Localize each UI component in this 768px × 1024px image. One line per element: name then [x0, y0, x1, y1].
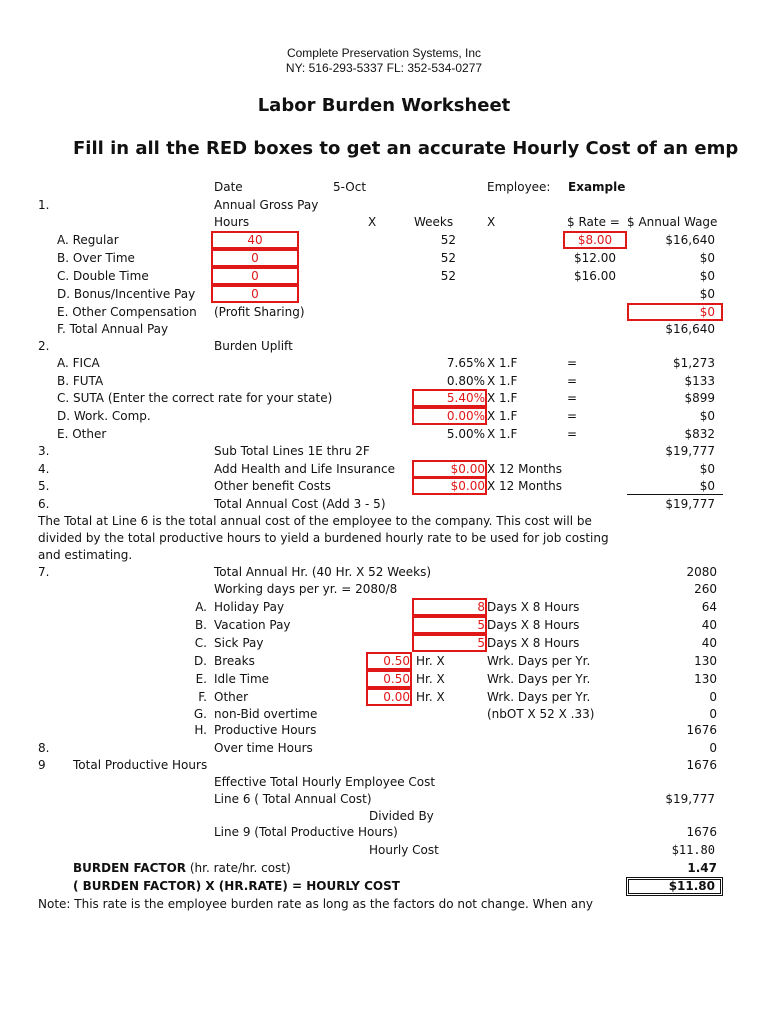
fica-pct: 7.65%	[446, 356, 485, 370]
burden-factor-label	[73, 861, 291, 875]
section-4-label: Add Health and Life Insurance	[214, 462, 395, 476]
burden-row-label: A. FICA	[57, 356, 100, 370]
work-comp-eq: =	[567, 409, 578, 423]
hourly-cost-label: Hourly Cost	[369, 843, 439, 857]
pay-row-label: B. Over Time	[57, 251, 135, 265]
regular-rate-value: $8.00	[577, 233, 613, 247]
col-x2-header: X	[487, 215, 496, 229]
section-3-number: 3.	[38, 444, 50, 458]
date-label: Date	[214, 180, 243, 194]
nonbid-desc: (nbOT X 52 X .33)	[487, 707, 595, 721]
section-4-number: 4.	[38, 462, 50, 476]
other-mult: X 1.F	[487, 427, 518, 441]
employee-label: Employee:	[487, 180, 551, 194]
section-8-number: 8.	[38, 741, 50, 755]
section-7-number: 7.	[38, 565, 50, 579]
sick-days-value: 5	[477, 636, 485, 650]
section-5-number: 5.	[38, 479, 50, 493]
footer-note: Note: This rate is the employee burden rate as long as the factors do not change. When any	[38, 897, 593, 911]
row-letter: C.	[194, 636, 207, 650]
employee-value: Example	[568, 180, 626, 194]
overtime-rate: $12.00	[574, 251, 616, 265]
row-letter: D.	[193, 654, 207, 668]
other-pct: 5.00%	[446, 427, 485, 441]
regular-hours-value: 40	[247, 233, 263, 247]
idle-desc: Wrk. Days per Yr.	[487, 672, 591, 686]
burden-formula: ( BURDEN FACTOR) X (HR.RATE) = HOURLY COST	[73, 879, 400, 893]
col-hours-header: Hours	[214, 215, 250, 229]
other-hours-value-total: 0	[709, 690, 717, 704]
note-line: The Total at Line 6 is the total annual cost of the employee to the company. This cost will be	[38, 514, 592, 528]
suta-eq: =	[567, 391, 578, 405]
regular-weeks: 52	[440, 233, 456, 247]
holiday-desc: Days X 8 Hours	[487, 600, 580, 614]
date-value: 5-Oct	[333, 180, 367, 194]
section-8-value: 0	[709, 741, 717, 755]
other-hours-desc: Wrk. Days per Yr.	[487, 690, 591, 704]
working-days-label: Working days per yr. = 2080/8	[214, 582, 398, 596]
total-annual-cost: $19,777	[665, 497, 715, 511]
section-9-label: Total Productive Hours	[73, 758, 208, 772]
bonus-wage: $0	[699, 287, 715, 301]
pay-row-label: F. Total Annual Pay	[57, 322, 169, 336]
note-line: and estimating.	[38, 548, 133, 562]
suta-amount: $899	[684, 391, 715, 405]
burden-factor-value: 1.47	[687, 861, 717, 875]
fica-eq: =	[567, 356, 578, 370]
fica-mult: X 1.F	[487, 356, 518, 370]
benefit-costs-amount: $0	[699, 479, 715, 493]
other-hours-label: Other	[214, 690, 249, 704]
suta-mult: X 1.F	[487, 391, 518, 405]
productive-hours-value: 1676	[686, 723, 717, 737]
row-letter: E.	[195, 672, 207, 686]
productive-hours-label: Productive Hours	[214, 723, 317, 737]
col-x-header: X	[368, 215, 377, 229]
work-comp-amount: $0	[699, 409, 715, 423]
futa-pct: 0.80%	[446, 374, 485, 388]
idle-value: 130	[694, 672, 717, 686]
profit-sharing-note: (Profit Sharing)	[214, 305, 305, 319]
burden-factor-rest: (hr. rate/hr. cost)	[186, 861, 291, 875]
subtotal-rule	[627, 494, 723, 495]
breaks-hours-value: 0.50	[383, 654, 410, 668]
futa-amount: $133	[684, 374, 715, 388]
other-hours-unit: Hr. X	[416, 690, 445, 704]
section-2-title: Burden Uplift	[214, 339, 293, 353]
sick-label: Sick Pay	[214, 636, 264, 650]
pay-row-label: C. Double Time	[57, 269, 149, 283]
futa-mult: X 1.F	[487, 374, 518, 388]
section-5-label: Other benefit Costs	[214, 479, 331, 493]
work-comp-pct: 0.00%	[446, 409, 485, 423]
burden-factor-bold: BURDEN FACTOR	[73, 861, 187, 875]
idle-hours-value: 0.50	[383, 672, 410, 686]
section-8-label: Over time Hours	[214, 741, 313, 755]
total-hours-label: Total Annual Hr. (40 Hr. X 52 Weeks)	[214, 565, 432, 579]
vacation-label: Vacation Pay	[214, 618, 291, 632]
total-hours-value: 2080	[686, 565, 717, 579]
section-1-number: 1.	[38, 198, 50, 212]
line9-value: 1676	[686, 825, 717, 839]
double-time-hours-value: 0	[251, 269, 259, 283]
company-name: Complete Preservation Systems, Inc	[286, 46, 482, 60]
other-amount: $832	[684, 427, 715, 441]
holiday-label: Holiday Pay	[214, 600, 285, 614]
insurance-amount: $0	[699, 462, 715, 476]
fica-amount: $1,273	[673, 356, 715, 370]
futa-eq: =	[567, 374, 578, 388]
benefit-costs-value: $0.00	[450, 479, 485, 493]
row-letter: F.	[198, 690, 207, 704]
sick-desc: Days X 8 Hours	[487, 636, 580, 650]
total-annual-pay: $16,640	[665, 322, 715, 336]
section-6-label: Total Annual Cost (Add 3 - 5)	[214, 497, 386, 511]
section-9-number: 9	[38, 758, 46, 772]
row-letter: B.	[194, 618, 207, 632]
line6-label: Line 6 ( Total Annual Cost)	[214, 792, 372, 806]
row-letter: A.	[195, 600, 207, 614]
holiday-days-value: 8	[477, 600, 485, 614]
double-time-rate: $16.00	[574, 269, 616, 283]
working-days-value: 260	[694, 582, 717, 596]
col-rate-header: $ Rate =	[567, 215, 620, 229]
insurance-value: $0.00	[450, 462, 485, 476]
final-hourly-cost: $11.80	[668, 879, 715, 893]
burden-row-label: E. Other	[57, 427, 107, 441]
page-title: Labor Burden Worksheet	[257, 95, 511, 116]
instruction-text: Fill in all the RED boxes to get an accurate Hourly Cost of an emp	[73, 138, 739, 159]
overtime-wage: $0	[699, 251, 715, 265]
work-comp-mult: X 1.F	[487, 409, 518, 423]
effective-cost-label: Effective Total Hourly Employee Cost	[214, 775, 436, 789]
section-1-title: Annual Gross Pay	[214, 198, 319, 212]
breaks-label: Breaks	[214, 654, 255, 668]
line9-label: Line 9 (Total Productive Hours)	[214, 825, 398, 839]
pay-row-label: E. Other Compensation	[57, 305, 197, 319]
hourly-cost-value: $11.80	[671, 843, 715, 857]
burden-row-label: C. SUTA (Enter the correct rate for your state)	[57, 391, 333, 405]
section-3-amount: $19,777	[665, 444, 715, 458]
pay-row-label: D. Bonus/Incentive Pay	[57, 287, 196, 301]
idle-label: Idle Time	[214, 672, 270, 686]
section-2-number: 2.	[38, 339, 50, 353]
burden-row-label: B. FUTA	[57, 374, 104, 388]
vacation-value: 40	[701, 618, 717, 632]
breaks-value: 130	[694, 654, 717, 668]
section-6-number: 6.	[38, 497, 50, 511]
idle-unit: Hr. X	[416, 672, 445, 686]
other-hours-value: 0.00	[383, 690, 410, 704]
nonbid-label: non-Bid overtime	[214, 707, 318, 721]
other-eq: =	[567, 427, 578, 441]
pay-row-label: A. Regular	[57, 233, 119, 247]
divided-by-label: Divided By	[369, 809, 434, 823]
benefit-costs-mult: X 12 Months	[487, 479, 562, 493]
vacation-days-value: 5	[477, 618, 485, 632]
col-weeks-header: Weeks	[414, 215, 454, 229]
row-letter: H.	[194, 723, 207, 737]
note-line: divided by the total productive hours to yield a burdened hourly rate to be used for job costing	[38, 531, 609, 545]
row-letter: G.	[193, 707, 207, 721]
section-9-value: 1676	[686, 758, 717, 772]
burden-row-label: D. Work. Comp.	[57, 409, 151, 423]
section-3-label: Sub Total Lines 1E thru 2F	[214, 444, 370, 458]
double-time-wage: $0	[699, 269, 715, 283]
bonus-value: 0	[251, 287, 259, 301]
breaks-unit: Hr. X	[416, 654, 445, 668]
overtime-weeks: 52	[440, 251, 456, 265]
holiday-value: 64	[701, 600, 717, 614]
col-wage-header: $ Annual Wage	[627, 215, 718, 229]
overtime-hours-value: 0	[251, 251, 259, 265]
suta-pct: 5.40%	[446, 391, 485, 405]
insurance-mult: X 12 Months	[487, 462, 562, 476]
other-compensation-value: $0	[699, 305, 715, 319]
breaks-desc: Wrk. Days per Yr.	[487, 654, 591, 668]
nonbid-value: 0	[709, 707, 717, 721]
company-phones: NY: 516-293-5337 FL: 352-534-0277	[285, 61, 483, 75]
sick-value: 40	[701, 636, 717, 650]
line6-value: $19,777	[665, 792, 715, 806]
double-time-weeks: 52	[440, 269, 456, 283]
regular-wage: $16,640	[665, 233, 715, 247]
vacation-desc: Days X 8 Hours	[487, 618, 580, 632]
